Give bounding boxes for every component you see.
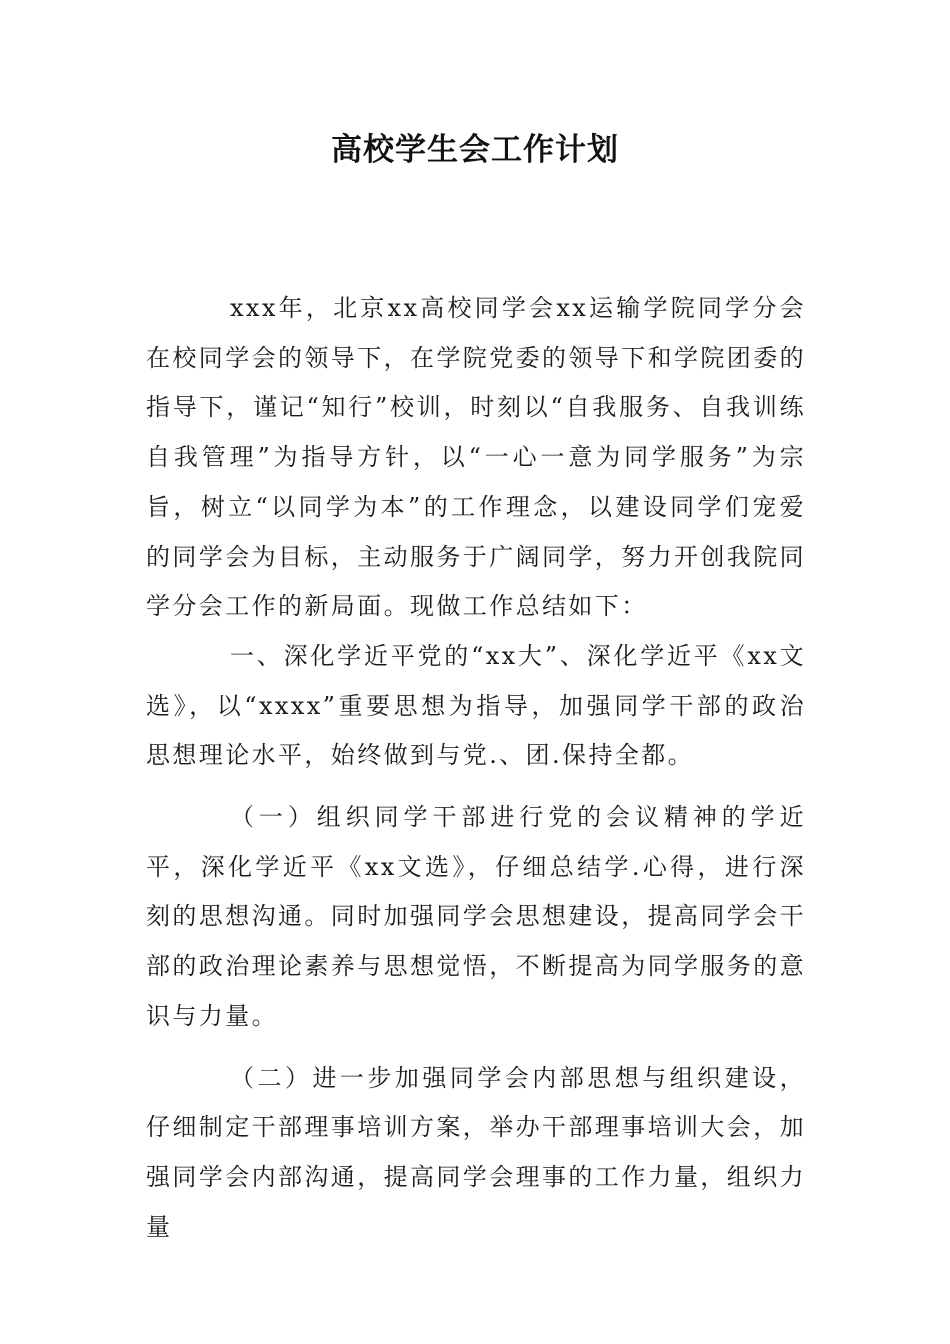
document-body	[146, 284, 806, 1252]
paragraph-subsection-1: （一）组织同学干部进行党的会议精神的学近平，深化学近平《xx文选》，仔细总结学.心得，进行深刻的思想沟通。同时加强同学会思想建设，提高同学会干部的政治理论素养与思想觉悟，不断提高为同学服务的意识与力量。	[146, 803, 806, 1030]
paragraph-subsection-2: （二）进一步加强同学会内部思想与组织建设，仔细制定干部理事培训方案，举办干部理事培训大会，加强同学会内部沟通，提高同学会理事的工作力量，组织力量	[146, 1063, 806, 1241]
document-title: 高校学生会工作计划	[331, 132, 619, 168]
paragraph-section-1: 一、深化学近平党的“xx大”、深化学近平《xx文选》，以“xxxx”重要思想为指导，加强同学干部的政治思想理论水平，始终做到与党.、团.保持全都。	[146, 641, 806, 770]
paragraph-intro: xxx年，北京xx高校同学会xx运输学院同学分会在校同学会的领导下，在学院党委的领导下和学院团委的指导下，谨记“知行”校训，时刻以“自我服务、自我训练自我管理”为指导方针，以“一心一意为同学服务”为宗旨，树立“以同学为本”的工作理念，以建设同学们宠爱的同学会为目标，主动服务于广阔同学，努力开创我院同学分会工作的新局面。现做工作总结如下：	[146, 294, 806, 621]
